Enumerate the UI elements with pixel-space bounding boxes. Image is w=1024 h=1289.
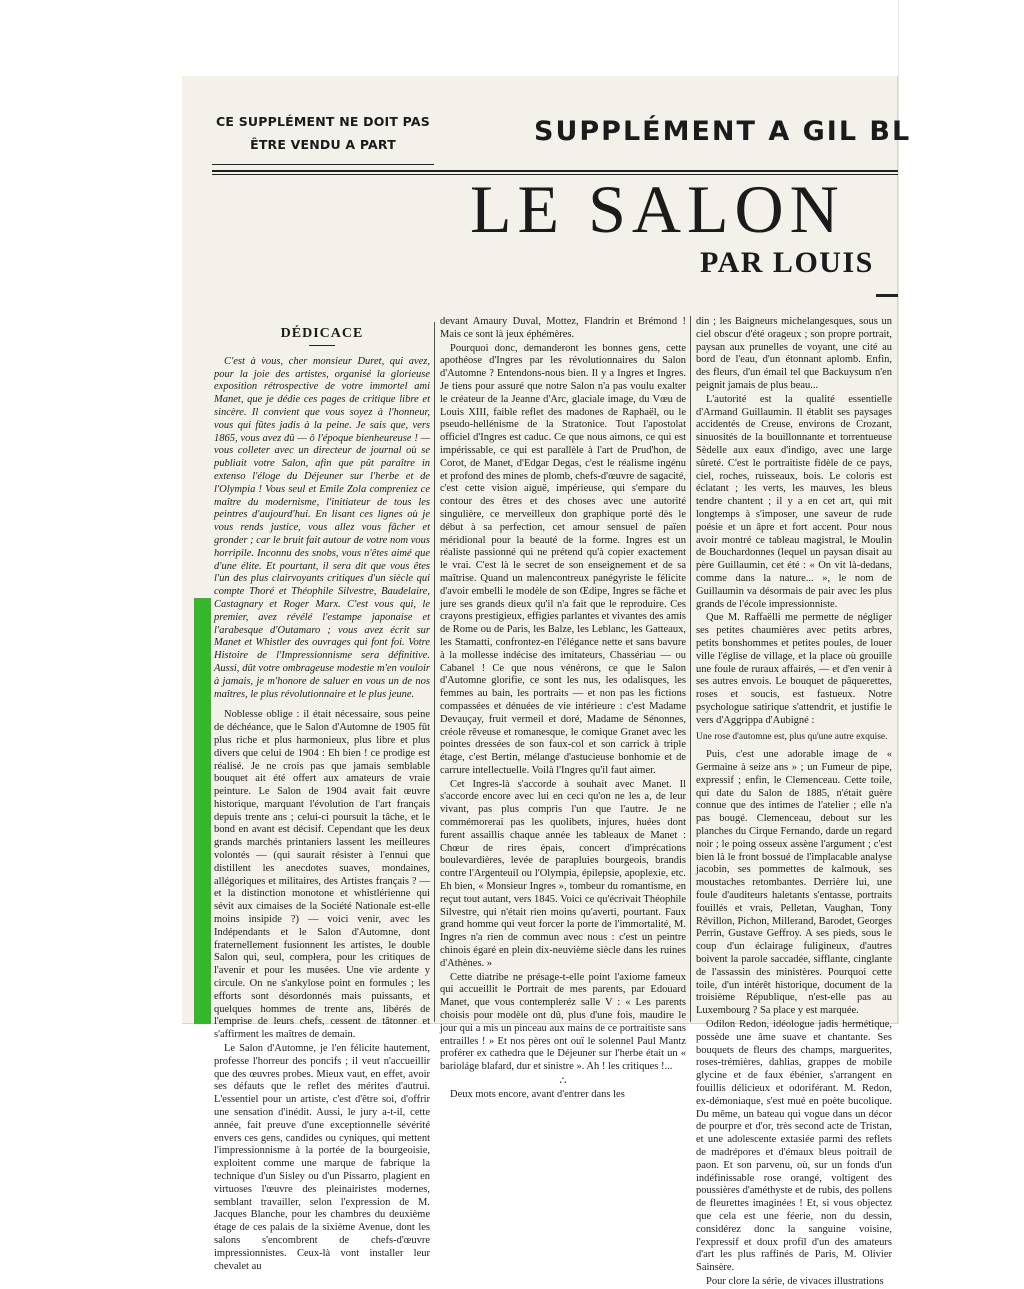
page-edge-line <box>898 0 899 1024</box>
paragraph: Cet Ingres-là s'accorde à souhait avec Manet. Il s'accorde encore avec lui en ceci qu'on ne les a, de leur vivant, pas plus compris l'un que l'autre. Je ne commémorerai pas les quolibets, injures, huées dont furent assaillis chaque année les tableaux de Manet : Chœur de rires épais, concert d'imprécations boulevardières, levée de parapluies bourgeois, brandis contre l'Argenteuil ou l'Olympia, épilepsie, apoplexie, etc. Eh bien, « Monsieur Ingres », tombeur du romantisme, en reçut tout autant, vers 1845. Voici ce qu'écrivait Théophile Silvestre, qui n'était rien moins qu'averti, pourtant. Faux grand homme qui veut forcer la porte de l'immortalité, M. Ingres n'a rien de commun avec nous : c'est un peintre chinois égaré en plein dix-neuvième siècle dans les ruines d'Athènes. » <box>440 778 686 969</box>
main-title: LE SALON <box>470 171 845 247</box>
paragraph: devant Amaury Duval, Mottez, Flandrin et Brémond ! Mais ce sont là jeux éphémères. <box>440 316 686 340</box>
paragraph: Le Salon d'Automne, je l'en félicite hautement, professe l'horreur des poncifs ; il veut n'accueillir que des œuvres probes. Mieux vaut, en effet, avoir ses défauts que le reflet des mérites d'autrui. L'essentiel pour un artiste, c'est d'être soi, d'offrir une sensation d'inédit. Aussi, le jury a-t-il, cette année, fait preuve d'une exceptionnelle sévérité envers ces gens, candides ou cyniques, qui mettent l'impressionnisme à la portée de la bourgeoisie, exploitent comme une marque de fabrique la technique d'un Sisley ou d'un Pissarro, plagient en virtuoses l'œuvre des pleinairistes modernes, semblant travailler, selon l'expression de M. Jacques Blanche, pour les chambres du deuxième étage de ces palais de la sixième Avenue, dont les salons s'encombrent de chefs-d'œuvre impressionnistes. Ceux-là vont installer leur chevalet au <box>214 1043 430 1272</box>
sale-notice: CE SUPPLÉMENT NE DOIT PAS ÊTRE VENDU A PART <box>216 114 430 152</box>
paragraph: Que M. Raffaëlli me permette de négliger ses petites chaumières avec petits arbres, petits bonshommes et petites poules, de louer ville l'église de village, et la place où grouille une foule de ruraux affairés, — et d'en venir à ses autres envois. Le bouquet de pâquerettes, roses et soucis, est fastueux. Notre psychologue satirique s'attendrit, et justifie le vers d'Aggrippa d'Aubigné : <box>696 612 892 726</box>
byline-text: PAR LOUIS <box>700 246 874 279</box>
paragraph: Cette diatribe ne présage-t-elle point l'axiome fameux qui accueillit le Portrait de mes parents, par Edouard Manet, que vous contempleréz salle V : « Les parents choisis pour modèle ont dû, plus d'une fois, maudire le jour qui a mis un pinceau aux mains de ce portraitiste sans entrailles ! » Et nos pères ont ouï le solennel Paul Mantz proférer ex cathedra que le Déjeuner sur l'herbe était un « barioláge blafard, dur et sinistre ». Ah ! les critiques !... <box>440 971 686 1073</box>
dedication-dash <box>309 345 335 346</box>
article-column-3 <box>696 316 892 1287</box>
highlight-bar <box>194 598 211 1024</box>
paragraph: Odilon Redon, idéologue jadis hermétique, possède une âme suave et chantante. Ses bouquets de fleurs des champs, marguerites, roses-trémières, dahlias, grappes de mobile glycine et de faux ébénier, s'arrangent en fouillis délicieux et odoriférant. M. Redon, ex-démoniaque, s'est mué en poète bucolique. Du même, un bateau qui vogue dans un décor de pourpre et d'or, très second acte de Tristan, et une adolescente extasiée parmi des reflets de madrépores et d'émaux bleus poitrail de paon. Et son parvenu, où, sur un fonds d'un indéfinissable rose orangé, voltigent des poussières d'améthyste et de rubis, des pollens de fleurettes imaginées ! Et, si vous objectez que cela est une féerie, non du dessin, considérez donc la sanguine voisine, l'expressif et doux profil d'un des amateurs d'art les plus raffinés de Paris, M. Olivier Sainsère. <box>696 1019 892 1274</box>
byline-ornament-rule <box>876 294 898 297</box>
paragraph: din ; les Baigneurs michelangesques, sous un ciel obscur d'été orageux ; son propre portrait, paysan aux prunelles de voyant, une cité au bord de l'eau, d'un étonnant aplomb. Enfin, des fleurs, d'un émail tel que Backuysum n'en peignit jamais de plus beau... <box>696 316 892 391</box>
paragraph: Puis, c'est une adorable image de « Germaine à seize ans » ; un Fumeur de pipe, expressif ; enfin, le Clemenceau. Cette toile, qui date du Salon de 1885, n'était guère connue que des intimes de l'atelier ; elle n'a pas bougé. Clemenceau, debout sur les planches du Cirque Fernando, darde un regard noir ; le poing osseux assène l'argument ; c'est bien là le front bossué de l'implacable analyse jacobin, ses pommettes de kalmouk, ses moustaches retombantes. Derrière lui, une foule d'auditeurs haletants s'entasse, portraits fouillés et vrais, Pelletan, Vaughan, Tony Révillon, Pichon, Millerand, Barodet, Georges Perrin, Gustave Geffroy. A ses pieds, sous le coup d'un éclairage fuligineux, d'autres boivent la parole saccadée, sifflante, cinglante de l'assassin des ministères. Pourquoi cette toile, d'un intérêt historique, document de la troisième République, n'est-elle pas au Luxembourg ? Sa place y est marquée. <box>696 749 892 1017</box>
paragraph: L'autorité est la qualité essentielle d'Armand Guillaumin. Il établit ses paysages accidentés de Creuse, environs de Crozant, sinuosités de la bouillonnante et torrentueuse Sèdelle aux eaux d'indigo, avec une large sûreté. C'est le portraitiste fidèle de ce pays, ciel, roches, ruisseaux, bois. Le coloris est éclatant ; les verts, les mauves, les bleus tendre chantent ; il y a en cet art, qui mit longtemps à s'imposer, une saveur de rude poésie et un âpre et fort accent. Pour nous avoir montré ce tableau magistral, le Moulin de Bouchardonnes (lequel un paysan disait au père Guillaumin, cet été : « On vit là-dedans, comme dans la nature... », le nom de Guillaumin va désormais de pair avec les plus grands de l'école impressionniste. <box>696 393 892 610</box>
paragraph: Pour clore la série, de vivaces illustrations <box>706 1275 884 1287</box>
dedication-text: C'est à vous, cher monsieur Duret, qui avez, pour la joie des artistes, organisé la glorieuse exposition rétrospective de votre immortel ami Manet, que je dédie ces pages de critique libre et sincère. Il convient que vous soyez à l'honneur, vous qui fûtes jadis à la peine. Je sais que, vers 1865, vous avez dû — ô l'époque bienheureuse ! — vous colleter avec un directeur de journal où se publiait votre Salon, afin que pût paraître in extenso l'éloge du Déjeuner sur l'herbe et de l'Olympia ! Vous seul et Emile Zola compreniez ce maître du modernisme, l'initiateur de tous les peintres d'aujourd'hui. En lisant ces lignes où je vous rends justice, vous allez vous fâcher et gronder ; car le bruit fait autour de votre nom vous horripile. Inconnu des snobs, vous n'êtes aimé que d'une élite. Et pourtant, il sera dit que vous êtes l'un des plus clairvoyants critiques d'un siècle qui compte Thoré et Théophile Silvestre, Baudelaire, Castagnary et Roger Marx. C'est vous qui, le premier, avez révélé l'estampe japonaise et l'arabesque d'Outamaro ; vous avez écrit sur Manet et Whistler des ouvrages qui font foi. Votre Histoire de l'Impressionnisme sera définitive. Aussi, dût votre ombrageuse modestie m'en vouloir à jamais, je m'honore de saluer en vous un de nos maîtres, le plus révolutionnaire et le plus jeune. <box>214 355 430 700</box>
notice-underline <box>212 164 434 165</box>
column-separator-1 <box>434 322 435 1022</box>
article-column-1 <box>214 326 430 1272</box>
quoted-verse: Une rose d'automne est, plus qu'une autre exquise. <box>696 731 888 742</box>
newspaper-page <box>182 76 912 1287</box>
column-separator-2 <box>690 316 691 1022</box>
section-ornament: ∴ <box>559 1075 567 1088</box>
paragraph: Deux mots encore, avant d'entrer dans les <box>450 1088 625 1100</box>
dedication-title: DÉDICACE <box>280 326 364 341</box>
paragraph: Noblesse oblige : il était nécessaire, sous peine de déchéance, que le Salon d'Automne de 1905 fût plus riche et plus harmonieux, plus libre et plus divers que celui de 1904 : Eh bien ! ce prodige est réalisé. Je ne crois pas que jamais semblable bouquet ait été offert aux amateurs de vraie peinture. Le Salon de 1904 avait fait œuvre historique, marquant l'évolution de l'art français depuis trente ans ; celui-ci poursuit la tâche, et le bond en avant est décisif. Cependant que les deux grands marchés printaniers lassent les meilleures volontés — (qui saurait résister à l'ennui que distillent les anecdotes suaves, mondaines, allégoriques et militaires, des Artistes français ? — et la distinction monotone et whistlérienne qui sévit aux cimaises de la Société Nationale est-elle moins insipide ?) — voici venir, avec les Indépendants et le Salon d'Automne, dont fraternellement fusionnent les artistes, le double Salon qui, seul, compłera, pour les critiques de l'avenir et pour les musées. Une vie ardente y circule. On ne s'ankylose point en formules ; les efforts sont désordonnés mais puissants, et quelques hommes de trente ans, libérés de l'emprise de leurs chefs, cessent de tâtonner et s'affirment les maîtres de demain. <box>214 709 430 1041</box>
article-column-2 <box>440 316 686 1100</box>
byline <box>700 246 874 280</box>
supplement-title: SUPPLÉMENT A GIL BL <box>534 116 912 147</box>
paragraph: Pourquoi donc, demanderont les bonnes gens, cette apothéose d'Ingres par les révolutionnaires du Salon d'Automne ? Entendons-nous bien. Il y a Ingres et Ingres. Je tiens pour assuré que notre Salon n'a pas voulu exalter le créateur de la Jeanne d'Arc, glaciale image, du Vœu de Louis XIII, faible reflet des madones de Raphaël, ou le pseudo-hellénisme de la Stratonice. Tout l'apostolat officiel d'Ingres est caduc. Ce que nous aimons, ce qui est impérissable, ce qui est parallèle à l'art de Prud'hon, de Corot, de Manet, d'Edgar Degas, c'est le réalisme ingénu et profond des mines de plomb, chefs-d'œuvre de sagacité, c'est cette vision aiguë, impérieuse, qui s'empare du contour des êtres et des choses avec une autorité singulière, ce merveilleux don graphique porté dès le début à sa perfection, cet amour sensuel de païen méridional pour la beauté de la forme. Ingres est un réaliste passionné qui ne prétend qu'à copier exactement le vrai. C'est là le secret de son enseignement et de sa maîtrise. Quand un malencontreux panégyriste le félicite d'avoir embelli le modèle de son Œdipe, Ingres se fâche et jure ses grands dieux qu'il n'a fait que le reproduire. Ces crayons prestigieux, effigies parlantes et vivantes des amis de Rome ou de Paris, les Balze, les Leblanc, les Gatteaux, les Stamatti, confrontez-en l'élégance nette et sans bavure à la mollesse indécise des imitateurs, Chassériau — ou Cabanel ! Ce que nous vénérons, ce que le Salon d'Automne glorifie, ce sont les nus, les odalisques, les femmes au bain, les portraits — et non pas les fictions compassées et dénuées de vie intérieure : c'est Madame Devauçay, fruit vermeil et doré, Madame de Sénonnes, créole rêveuse et romanesque, le comique Granet avec les pointes dressées de son faux-col et son carrick à triple étage, c'est Bertin, mélange d'astucieuse bonhomie et de carrure intellectuelle. Voilà l'Ingres qu'il faut aimer. <box>440 342 686 776</box>
